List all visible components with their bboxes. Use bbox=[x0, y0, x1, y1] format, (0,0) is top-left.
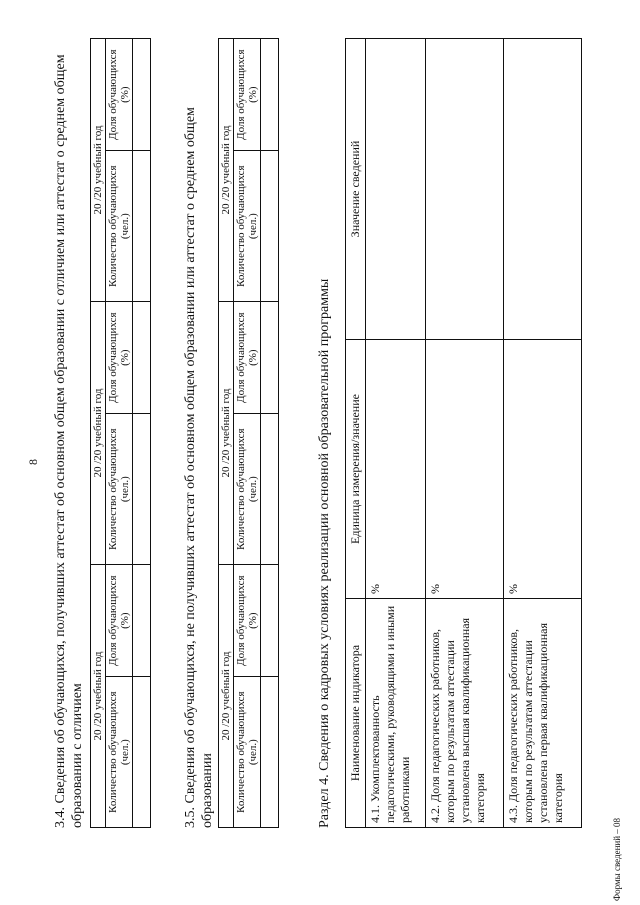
year-label: 20 /20 учебный год bbox=[219, 565, 234, 828]
page-number: 8 bbox=[26, 459, 40, 465]
empty-cell[interactable] bbox=[261, 151, 279, 302]
section-3-5-heading: 3.5. Сведения об обучающихся, не получивших аттестат об основном общем образовании или аттестат о среднем общем образовании bbox=[183, 107, 215, 828]
section-3-5-table bbox=[218, 38, 279, 828]
unit-cell: % bbox=[426, 340, 504, 599]
footer-form-code: Формы сведений – 08 bbox=[612, 817, 622, 901]
empty-cell[interactable] bbox=[133, 414, 151, 565]
col-count: Количество обучающихся (чел.) bbox=[106, 151, 133, 302]
col-count: Количество обучающихся (чел.) bbox=[106, 677, 133, 828]
indicator-cell: 4.3. Доля педагогических работников, которым по результатам аттестации установлена первая квалификационная категория bbox=[504, 599, 582, 828]
col-count: Количество обучающихся (чел.) bbox=[234, 414, 261, 565]
header-value: Значение сведений bbox=[346, 39, 366, 340]
section-3-4-table bbox=[90, 38, 151, 828]
col-share: Доля обучающихся (%) bbox=[106, 302, 133, 414]
value-cell[interactable] bbox=[426, 39, 504, 340]
col-count: Количество обучающихся (чел.) bbox=[234, 151, 261, 302]
empty-cell[interactable] bbox=[261, 302, 279, 414]
year-label: 20 /20 учебный год bbox=[91, 39, 106, 302]
empty-cell[interactable] bbox=[133, 302, 151, 414]
col-share: Доля обучающихся (%) bbox=[106, 565, 133, 677]
value-cell[interactable] bbox=[366, 39, 426, 340]
unit-cell: % bbox=[504, 340, 582, 599]
empty-cell[interactable] bbox=[133, 39, 151, 151]
section-4-heading: Раздел 4. Сведения о кадровых условиях реализации основной образовательной программы bbox=[317, 278, 332, 828]
year-label: 20 /20 учебный год bbox=[219, 302, 234, 565]
unit-cell: % bbox=[366, 340, 426, 599]
indicator-cell: 4.2. Доля педагогических работников, которым по результатам аттестации установлена высшая квалификационная категория bbox=[426, 599, 504, 828]
col-count: Количество обучающихся (чел.) bbox=[106, 414, 133, 565]
empty-cell[interactable] bbox=[261, 565, 279, 677]
indicator-cell: 4.1. Укомплектованность педагогическими, руководящими и иными работниками bbox=[366, 599, 426, 828]
header-unit: Единица измерения/значение bbox=[346, 340, 366, 599]
empty-cell[interactable] bbox=[261, 414, 279, 565]
col-count: Количество обучающихся (чел.) bbox=[234, 677, 261, 828]
section-3-4-heading: 3.4. Сведения об обучающихся, получивших аттестат об основном общем образовании с отличием или аттестат о среднем общем образовании с отличием bbox=[53, 54, 85, 828]
section-4-table bbox=[345, 38, 582, 828]
col-share: Доля обучающихся (%) bbox=[234, 302, 261, 414]
empty-cell[interactable] bbox=[261, 677, 279, 828]
year-label: 20 /20 учебный год bbox=[91, 302, 106, 565]
col-share: Доля обучающихся (%) bbox=[106, 39, 133, 151]
col-share: Доля обучающихся (%) bbox=[234, 39, 261, 151]
col-share: Доля обучающихся (%) bbox=[234, 565, 261, 677]
header-indicator: Наименование индикатора bbox=[346, 599, 366, 828]
empty-cell[interactable] bbox=[133, 151, 151, 302]
empty-cell[interactable] bbox=[133, 677, 151, 828]
value-cell[interactable] bbox=[504, 39, 582, 340]
year-label: 20 /20 учебный год bbox=[219, 39, 234, 302]
empty-cell[interactable] bbox=[133, 565, 151, 677]
year-label: 20 /20 учебный год bbox=[91, 565, 106, 828]
empty-cell[interactable] bbox=[261, 39, 279, 151]
